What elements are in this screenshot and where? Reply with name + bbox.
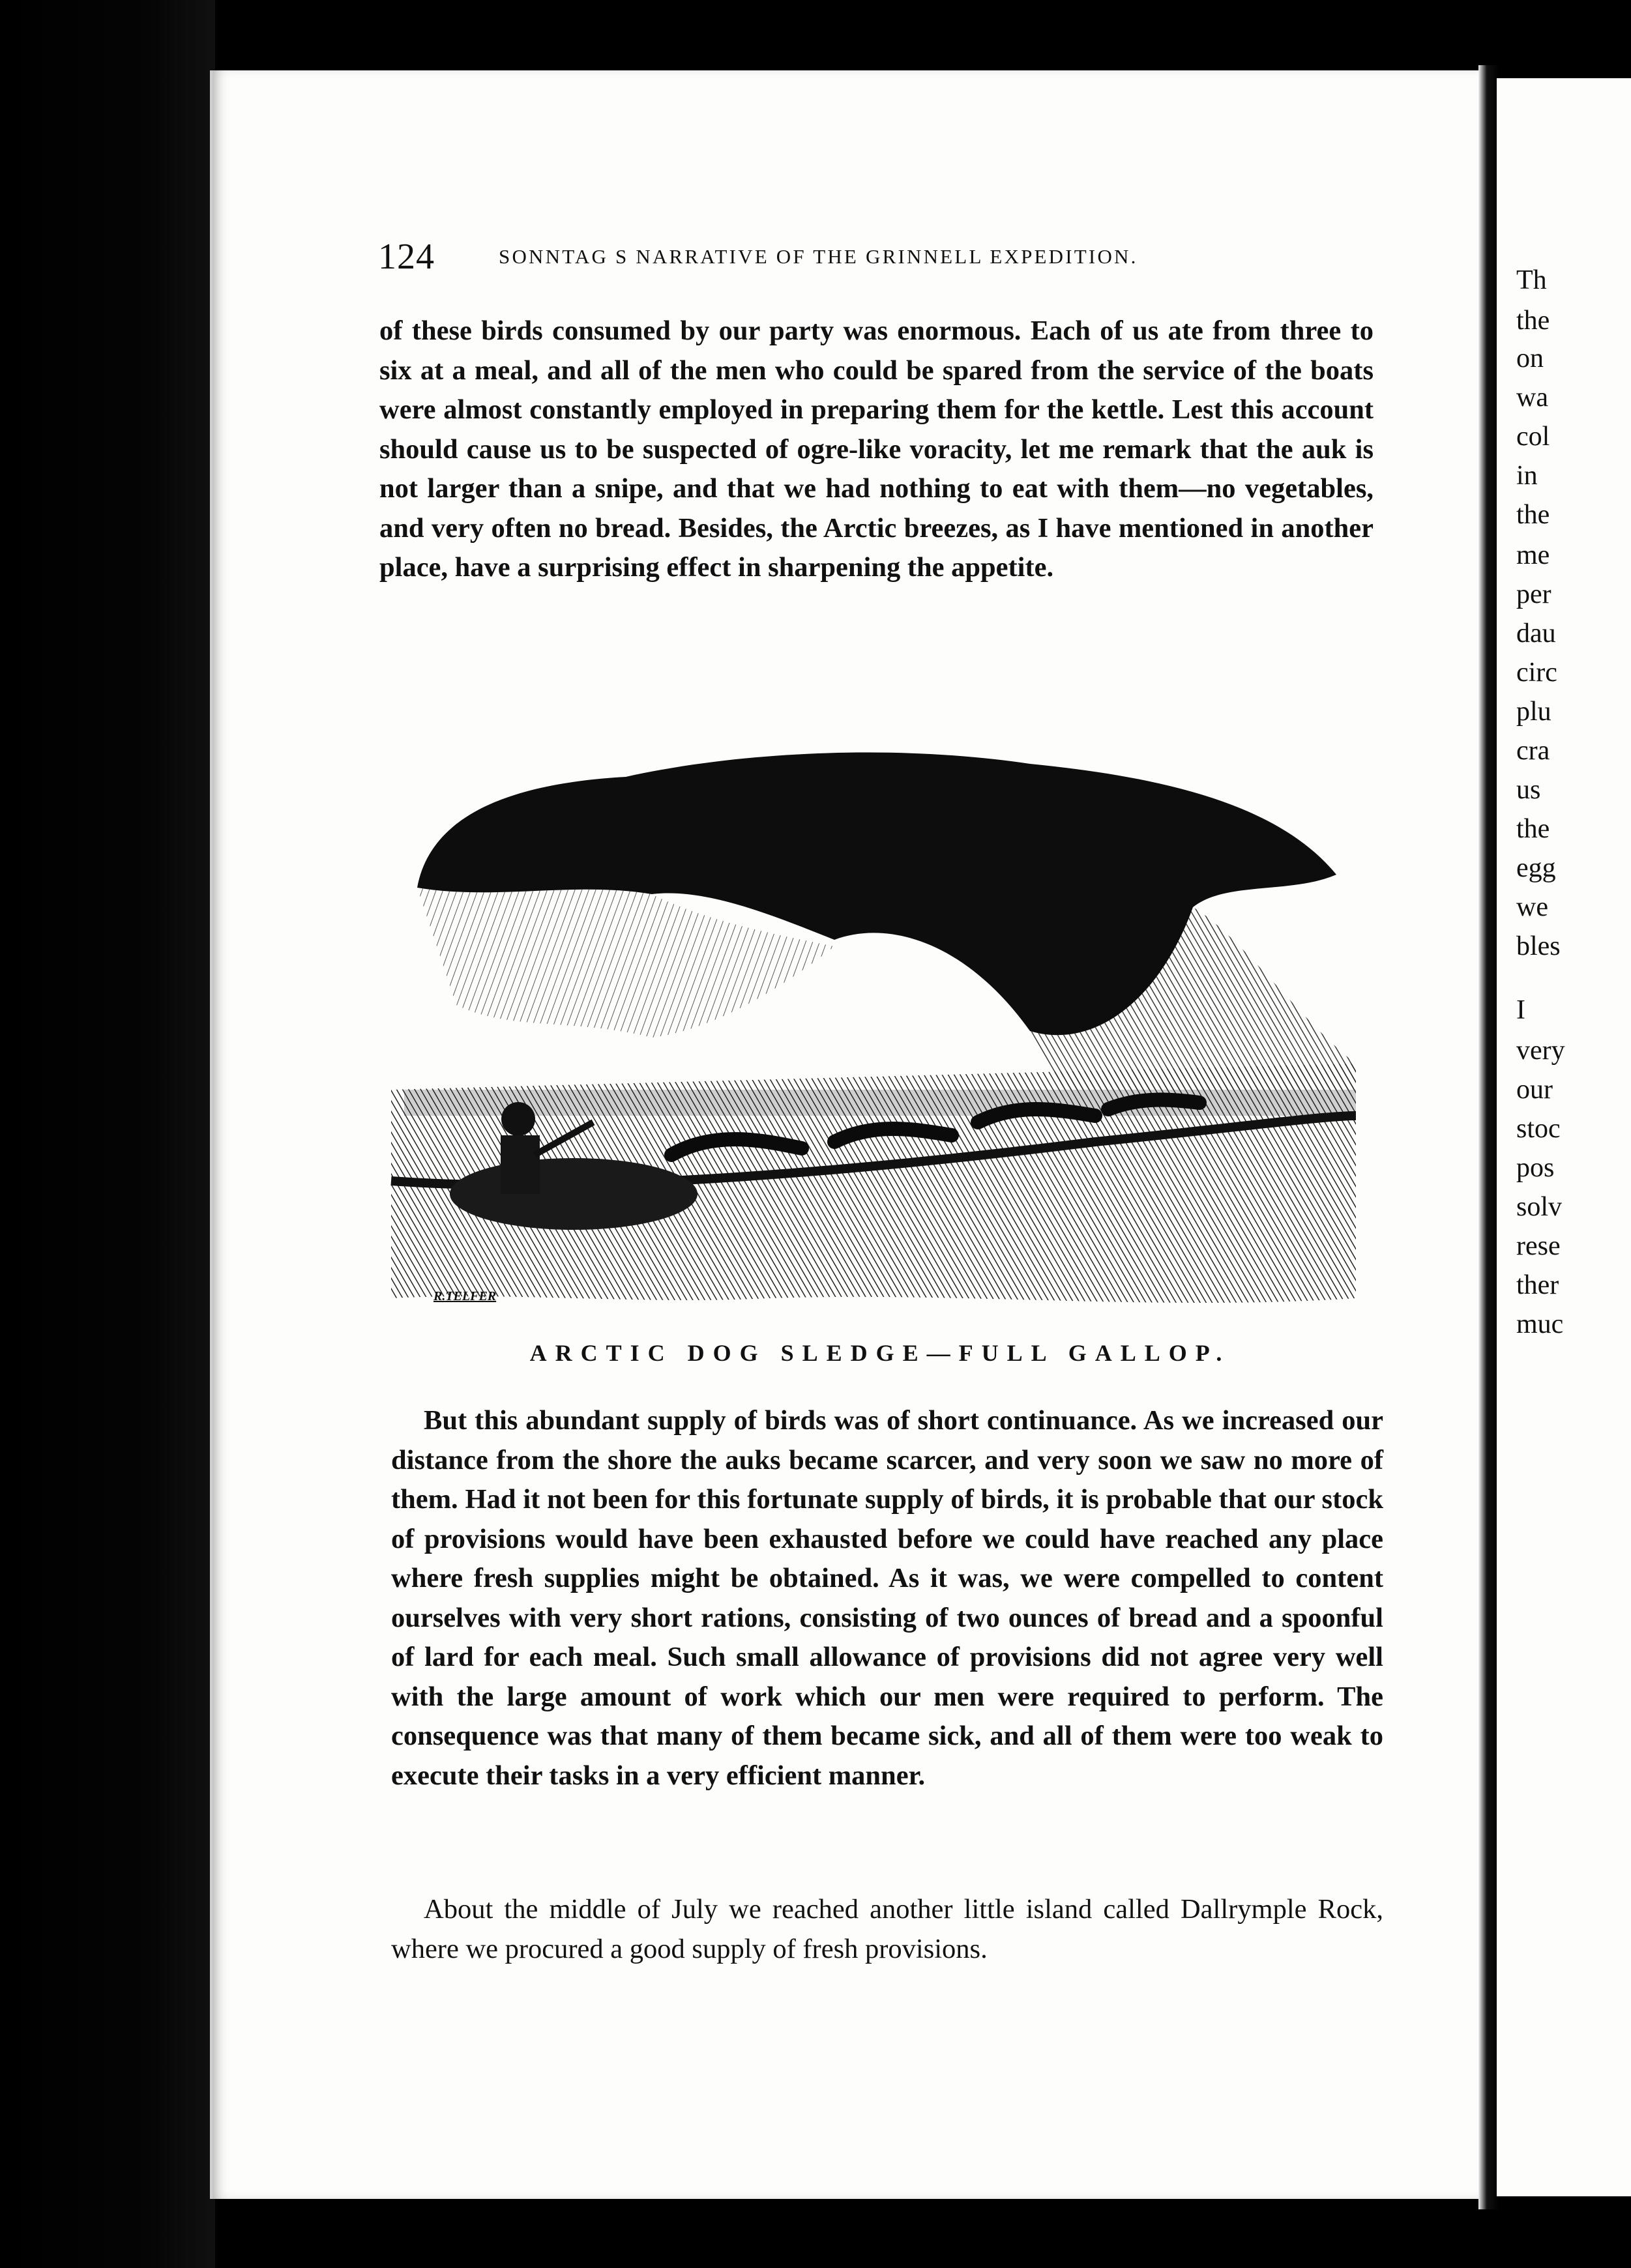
facing-page-fragment: very <box>1516 1036 1565 1066</box>
facing-page-fragment: solv <box>1516 1192 1563 1222</box>
facing-page-edge <box>1497 78 1631 2196</box>
engraver-signature: R.TELFER <box>433 1289 497 1303</box>
facing-page-fragment: egg <box>1516 853 1556 883</box>
facing-page-fragment: circ <box>1516 658 1557 688</box>
facing-page-fragment: on <box>1516 343 1544 373</box>
facing-page-fragment: we <box>1516 892 1548 922</box>
facing-page-fragment: col <box>1516 422 1550 452</box>
facing-page-fragment: stoc <box>1516 1114 1561 1144</box>
facing-page-fragment: the <box>1516 306 1550 336</box>
facing-page-fragment: dau <box>1516 618 1556 648</box>
paragraph-1: of these birds consumed by our party was enormous. Each of us ate from three to six at a meal, and all of the men who could be spared from the service of the boats were almost constantly employed in preparing them for the kettle. Lest this account should cause us to be suspected of ogre-like voracity, let me remark that the auk is not larger than a snipe, and that we had nothing to eat with them—no vegetables, and very often no bread. Besides, the Arctic breezes, as I have mentioned in another place, have a surprising effect in sharpening the appetite. <box>379 315 1374 583</box>
facing-page-fragment: me <box>1516 540 1550 570</box>
page-number: 124 <box>378 237 435 277</box>
facing-page-fragment: us <box>1516 775 1541 805</box>
facing-page-fragment: per <box>1516 579 1551 609</box>
running-title: SONNTAG S NARRATIVE OF THE GRINNELL EXPEDITION. <box>499 245 1138 268</box>
facing-page-fragment: I <box>1516 995 1525 1025</box>
facing-page-fragment: muc <box>1516 1309 1564 1339</box>
driver-head <box>501 1102 535 1136</box>
engraving-illustration <box>378 725 1369 1311</box>
facing-page-fragment: bles <box>1516 931 1561 961</box>
facing-page-fragment: wa <box>1516 383 1548 413</box>
driver-body <box>501 1135 540 1194</box>
sledge <box>450 1158 698 1230</box>
facing-page-fragment: the <box>1516 814 1550 844</box>
running-head <box>378 236 1245 282</box>
facing-page-fragment: cra <box>1516 736 1550 766</box>
facing-page-fragment: our <box>1516 1075 1553 1105</box>
scan-margin-left <box>0 0 215 2268</box>
facing-page-fragment: plu <box>1516 697 1551 727</box>
paragraph-2: But this abundant supply of birds was of short continuance. As we increased our distance from the shore the auks became scarcer, and very soon we saw no more of them. Had it not been for this fortunate supply of birds, it is probable that our stock of provisions would have been exhausted before we could have reached any place where fresh supplies might be obtained. As it was, we were compelled to content ourselves with very short rations, consisting of two ounces of bread and a spoonful of lard for each meal. Such small allowance of provisions did not agree very well with the large amount of work which our men were required to perform. The consequence was that many of them became sick, and all of them were too weak to execute their tasks in a very efficient manner. <box>391 1405 1383 1791</box>
facing-page-fragment: pos <box>1516 1153 1555 1183</box>
paragraph-3: About the middle of July we reached another little island called Dallrymple Rock, where we procured a good supply of fresh provisions. <box>391 1894 1383 1964</box>
dog-sledge-engraving <box>378 725 1369 1311</box>
facing-page-fragment: ther <box>1516 1270 1559 1300</box>
facing-page-fragment: the <box>1516 500 1550 530</box>
facing-page-fragment: rese <box>1516 1231 1561 1261</box>
facing-page-fragment: in <box>1516 461 1538 491</box>
illustration-caption: ARCTIC DOG SLEDGE—FULL GALLOP. <box>529 1340 1231 1366</box>
facing-page-fragment: Th <box>1516 265 1547 295</box>
